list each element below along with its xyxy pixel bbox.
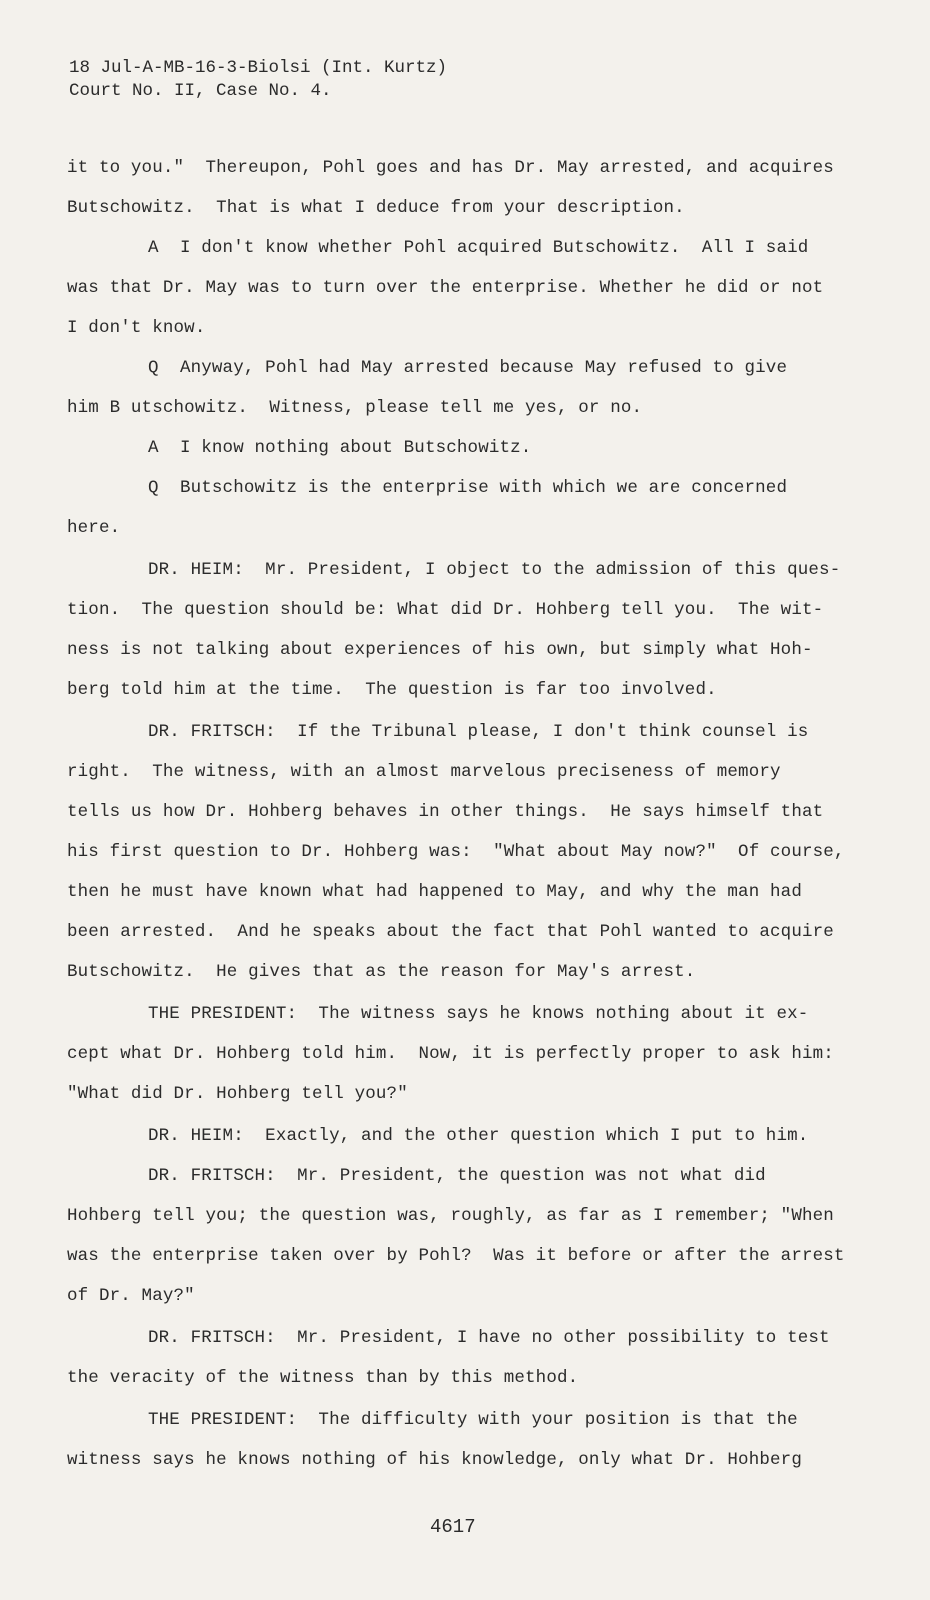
text-line: A I know nothing about Butschowitz. — [148, 438, 532, 458]
text-line: was the enterprise taken over by Pohl? Was it before or after the arrest — [67, 1246, 845, 1266]
text-line: Butschowitz. He gives that as the reason for May's arrest. — [67, 962, 696, 982]
text-line: it to you." Thereupon, Pohl goes and has Dr. May arrested, and acquires — [67, 158, 834, 178]
text-line: the veracity of the witness than by this method. — [67, 1368, 579, 1388]
header-line-2: Court No. II, Case No. 4. — [69, 81, 332, 101]
text-line: berg told him at the time. The question is far too involved. — [67, 680, 717, 700]
text-line: "What did Dr. Hohberg tell you?" — [67, 1084, 408, 1104]
text-line: been arrested. And he speaks about the fact that Pohl wanted to acquire — [67, 922, 834, 942]
text-line: DR. FRITSCH: Mr. President, the question was not what did — [148, 1166, 766, 1186]
text-line: him B utschowitz. Witness, please tell me yes, or no. — [67, 398, 643, 418]
document-header — [69, 57, 447, 103]
text-line: then he must have known what had happened to May, and why the man had — [67, 882, 802, 902]
text-line: I don't know. — [67, 318, 206, 338]
text-line: Q Butschowitz is the enterprise with which we are concerned — [148, 478, 788, 498]
page-number: 4617 — [430, 1516, 476, 1538]
text-line: witness says he knows nothing of his knowledge, only what Dr. Hohberg — [67, 1450, 802, 1470]
text-line: DR. FRITSCH: Mr. President, I have no other possibility to test — [148, 1328, 830, 1348]
text-line: Q Anyway, Pohl had May arrested because May refused to give — [148, 358, 788, 378]
text-line: THE PRESIDENT: The difficulty with your position is that the — [148, 1410, 798, 1430]
text-line: DR. HEIM: Exactly, and the other question which I put to him. — [148, 1126, 809, 1146]
text-line: tells us how Dr. Hohberg behaves in other things. He says himself that — [67, 802, 824, 822]
text-line: of Dr. May?" — [67, 1286, 195, 1306]
text-line: ness is not talking about experiences of his own, but simply what Hoh- — [67, 640, 813, 660]
text-line: DR. FRITSCH: If the Tribunal please, I don't think counsel is — [148, 722, 809, 742]
text-line: right. The witness, with an almost marvelous preciseness of memory — [67, 762, 781, 782]
text-line: here. — [67, 518, 121, 538]
header-line-1: 18 Jul-A-MB-16-3-Biolsi (Int. Kurtz) — [69, 58, 448, 78]
text-line: tion. The question should be: What did Dr. Hohberg tell you. The wit- — [67, 600, 824, 620]
text-line: his first question to Dr. Hohberg was: "What about May now?" Of course, — [67, 842, 845, 862]
text-line: was that Dr. May was to turn over the enterprise. Whether he did or not — [67, 278, 824, 298]
text-line: cept what Dr. Hohberg told him. Now, it is perfectly proper to ask him: — [67, 1044, 834, 1064]
text-line: Butschowitz. That is what I deduce from your description. — [67, 198, 685, 218]
text-line: THE PRESIDENT: The witness says he knows nothing about it ex- — [148, 1004, 809, 1024]
text-line: A I don't know whether Pohl acquired Butschowitz. All I said — [148, 238, 809, 258]
text-line: DR. HEIM: Mr. President, I object to the admission of this ques- — [148, 560, 841, 580]
text-line: Hohberg tell you; the question was, roughly, as far as I remember; "When — [67, 1206, 834, 1226]
